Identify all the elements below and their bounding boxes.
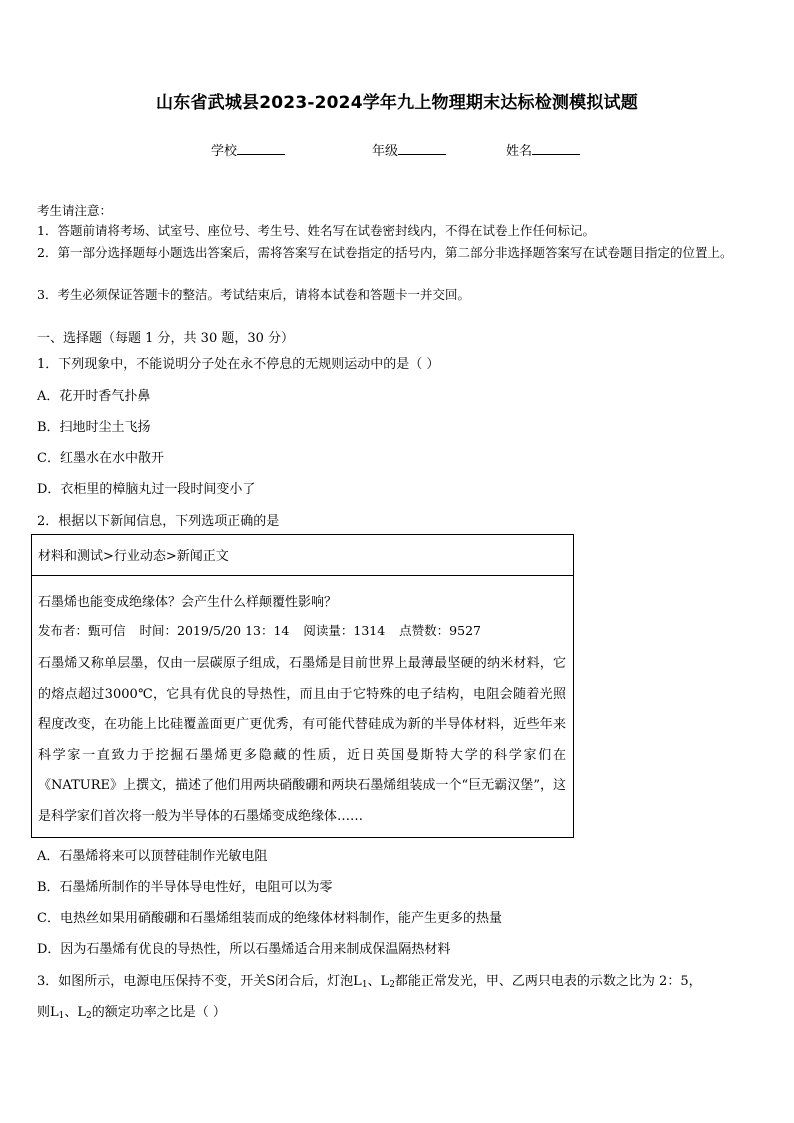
notice-item-1: 1．答题前请将考场、试室号、座位号、考生号、姓名写在试卷密封线内，不得在试卷上作任何标记。 [37, 223, 595, 238]
school-label: 学校 [211, 144, 238, 159]
q3-text-d: 则L [37, 1005, 59, 1020]
q3-text-f: 的额定功率之比是（ ） [91, 1005, 226, 1020]
q3-sub-1: 1 [361, 980, 368, 990]
school-field [211, 140, 285, 159]
q1-option-c: C．红墨水在水中散开 [37, 451, 164, 466]
name-label: 姓名 [506, 144, 533, 159]
q3-sub-3: 1 [58, 1011, 65, 1021]
grade-blank[interactable] [398, 142, 446, 155]
news-time: 时间：2019/5/20 13：14 [139, 623, 290, 638]
q2-stem: 2．根据以下新闻信息，下列选项正确的是 [37, 514, 280, 529]
news-body: 石墨烯又称单层墨，仅由一层碳原子组成，石墨烯是目前世界上最薄最坚硬的纳米材料，它的熔点超过3000℃，它具有优良的导热性，而且由于它特殊的电子结构，电阻会随着光照程度改变，在功能上比硅覆盖面更广更优秀，有可能代替硅成为新的半导体材料，近些年来科学家一直致力于挖掘石墨烯更多隐藏的性质，近日英国曼斯特大学的科学家们在《NATURE》上撰文，描述了他们用两块硝酸硼和两块石墨烯组装成一个“巨无霸汉堡”，这是科学家们首次将一般为半导体的石墨烯变成绝缘体…… [38, 656, 566, 824]
q3-text-b: 、L [367, 974, 390, 989]
q3-sub-4: 2 [86, 1011, 92, 1021]
q2-option-d: D．因为石墨烯有优良的导热性，所以石墨烯适合用来制成保温隔热材料 [37, 942, 451, 957]
q3-stem-line1 [37, 970, 702, 990]
name-field [506, 140, 580, 159]
section-heading: 一、选择题（每题 1 分，共 30 题，30 分） [37, 331, 295, 346]
notice-heading: 考生请注意： [37, 203, 113, 218]
news-publisher: 发布者：甄可信 [38, 623, 126, 638]
q3-stem-line2 [37, 1001, 226, 1021]
q3-text-c: 都能正常发光，甲、乙两只电表的示数之比为 2：5， [394, 974, 702, 989]
q2-option-a: A．石墨烯将来可以顶替硅制作光敏电阻 [37, 849, 268, 864]
news-divider [32, 575, 573, 576]
school-blank[interactable] [237, 142, 285, 155]
q1-option-a: A．花开时香气扑鼻 [37, 389, 151, 404]
grade-field [372, 140, 446, 159]
q2-option-c: C．电热丝如果用硝酸硼和石墨烯组装而成的绝缘体材料制作，能产生更多的热量 [37, 911, 502, 926]
news-reads: 阅读量：1314 [303, 623, 386, 638]
q3-text-e: 、L [64, 1005, 87, 1020]
news-meta [38, 621, 491, 639]
notice-item-2: 2．第一部分选择题每小题选出答案后，需将答案写在试卷指定的括号内，第二部分非选择题答案写在试卷题目指定的位置上。 [37, 245, 733, 260]
notice-item-3: 3．考生必须保证答题卡的整洁。考试结束后，请将本试卷和答题卡一并交回。 [37, 287, 470, 302]
page-title: 山东省武城县2023-2024学年九上物理期末达标检测模拟试题 [156, 93, 638, 113]
name-blank[interactable] [532, 142, 580, 155]
grade-label: 年级 [372, 144, 399, 159]
q3-sub-2: 2 [389, 980, 395, 990]
news-headline: 石墨烯也能变成绝缘体？会产生什么样颠覆性影响？ [38, 595, 338, 610]
q2-option-b: B．石墨烯所制作的半导体导电性好，电阻可以为零 [37, 880, 333, 895]
q1-option-d: D．衣柜里的樟脑丸过一段时间变小了 [37, 482, 256, 497]
news-likes: 点赞数：9527 [399, 623, 481, 638]
breadcrumb: 材料和测试>行业动态>新闻正文 [38, 549, 229, 564]
news-box [31, 534, 574, 838]
q3-text-a: 3．如图所示，电源电压保持不变，开关S闭合后，灯泡L [37, 974, 362, 989]
q1-option-b: B．扫地时尘土飞扬 [37, 420, 151, 435]
q1-stem: 1．下列现象中，不能说明分子处在永不停息的无规则运动中的是（ ） [37, 357, 440, 372]
